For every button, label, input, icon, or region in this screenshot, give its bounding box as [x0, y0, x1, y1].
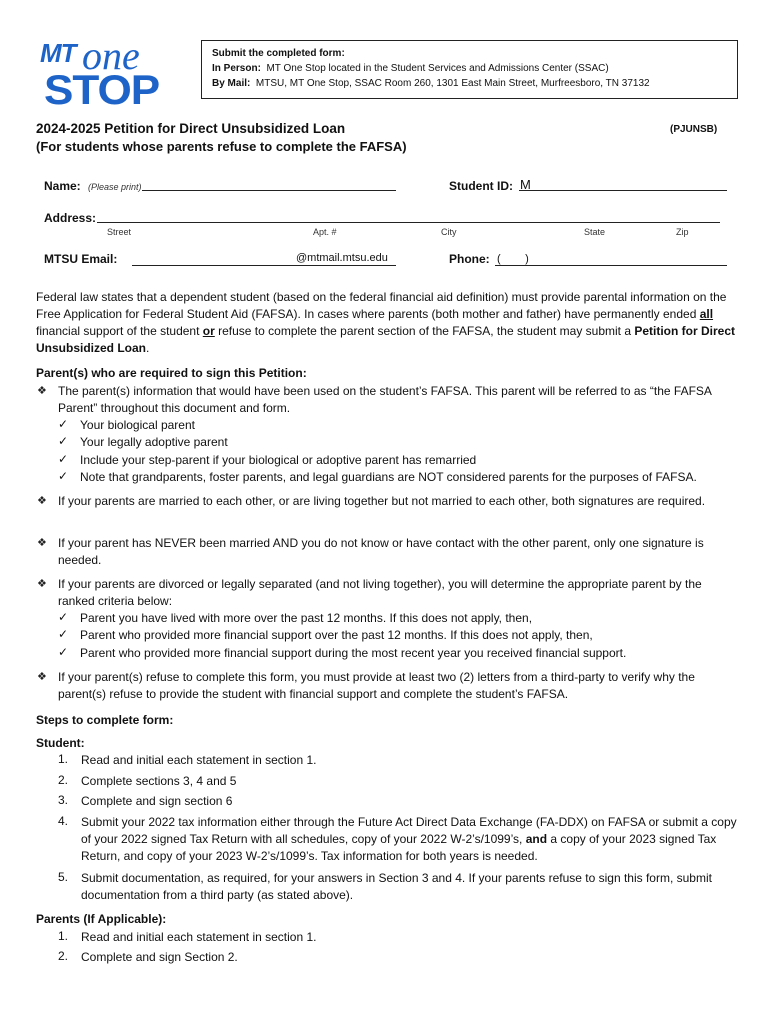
bullet-refuse: If your parent(s) refuse to complete this form, you must provide at least two (2) letters from a third-party to verify why the parent(s) refuse to provide the student with financial support and complete the student’s FAFSA. [58, 670, 695, 701]
step-number: 3. [58, 793, 69, 807]
step-number: 1. [58, 929, 69, 943]
checkmark-icon: ✓ [58, 452, 69, 466]
step-number: 5. [58, 870, 69, 884]
diamond-bullet-icon: ❖ [37, 537, 47, 549]
steps-heading: Steps to complete form: [36, 713, 174, 727]
criteria-item: Parent you have lived with more over the past 12 months. If this does not apply, then, [80, 611, 533, 625]
address-state-caption: State [584, 227, 606, 237]
name-label: Name: [44, 179, 81, 193]
student-step: Submit documentation, as required, for your answers in Section 3 and 4. If your parents refuse to sign this form, submit documentation from a third party (as stated above). [81, 871, 712, 902]
parents-required-heading: Parent(s) who are required to sign this Petition: [36, 366, 307, 380]
name-field[interactable] [142, 190, 396, 191]
checkmark-icon: ✓ [58, 645, 69, 659]
step-number: 1. [58, 752, 69, 766]
address-zip-caption: Zip [676, 227, 689, 237]
step-number: 4. [58, 814, 69, 828]
phone-label: Phone: [449, 252, 490, 266]
step-number: 2. [58, 949, 69, 963]
checkmark-icon: ✓ [58, 469, 69, 483]
address-field[interactable] [97, 222, 720, 223]
student-step: Complete and sign section 6 [81, 794, 233, 808]
diamond-bullet-icon: ❖ [37, 578, 47, 590]
check-item: Include your step-parent if your biological or adoptive parent has remarried [80, 453, 477, 467]
parent-step: Read and initial each statement in section 1. [81, 930, 317, 944]
logo-one: one [82, 33, 140, 78]
student-id-label: Student ID: [449, 179, 513, 193]
student-step: Complete sections 3, 4 and 5 [81, 774, 237, 788]
bullet-never-married: If your parent has NEVER been married AND you do not know or have contact with the other parent, only one signature is needed. [58, 536, 704, 567]
check-item: Your biological parent [80, 418, 195, 432]
bullet-divorced: If your parents are divorced or legally separated (and not living together), you will determine the appropriate parent by the ranked criteria below: [58, 577, 702, 608]
address-street-caption: Street [107, 227, 132, 237]
submit-in-person: In Person: MT One Stop located in the Student Services and Admissions Center (SSAC) [212, 63, 609, 74]
submit-instructions-box [201, 40, 738, 99]
address-apt-caption: Apt. # [313, 227, 337, 237]
submit-heading: Submit the completed form: [212, 48, 345, 59]
check-item: Your legally adoptive parent [80, 435, 228, 449]
submit-by-mail: By Mail: MTSU, MT One Stop, SSAC Room 260, 1301 East Main Street, Murfreesboro, TN 37132 [212, 78, 650, 89]
student-step: Submit your 2022 tax information either through the Future Act Direct Data Exchange (FA-DDX) on FAFSA or submit a copy of your 2022 signed Tax Return with all schedules, copy of your 2022 W-2’s/1099’s, and a copy of your 2023 signed Tax Return, and copy of your 2023 W-2’s/1099’s. Tax information for both years is needed. [81, 815, 737, 863]
student-heading: Student: [36, 736, 85, 750]
name-hint: (Please print) [88, 182, 142, 192]
checkmark-icon: ✓ [58, 627, 69, 641]
diamond-bullet-icon: ❖ [37, 495, 47, 507]
form-code: (PJUNSB) [670, 124, 718, 135]
mt-one-stop-logo [38, 33, 160, 113]
logo-mt: MT [40, 38, 76, 68]
page-subtitle: (For students whose parents refuse to complete the FAFSA) [36, 139, 407, 154]
student-id-prefix: M [520, 177, 531, 192]
bullet-married: If your parents are married to each other, or are living together but not married to each other, both signatures are required. [58, 494, 706, 508]
bullet-fafsa-parent: The parent(s) information that would have been used on the student’s FAFSA. This parent will be referred to as “the FAFSA Parent” throughout this document and form. [58, 384, 712, 415]
checkmark-icon: ✓ [58, 610, 69, 624]
diamond-bullet-icon: ❖ [37, 385, 47, 397]
check-item: Note that grandparents, foster parents, and legal guardians are NOT considered parents for the purposes of FAFSA. [80, 470, 697, 484]
phone-area-code: ( ) [497, 253, 529, 265]
criteria-item: Parent who provided more financial support during the most recent year you received financial support. [80, 646, 627, 660]
address-city-caption: City [441, 227, 457, 237]
address-label: Address: [44, 211, 97, 225]
student-id-field[interactable] [519, 190, 727, 191]
step-number: 2. [58, 773, 69, 787]
diamond-bullet-icon: ❖ [37, 671, 47, 683]
checkmark-icon: ✓ [58, 434, 69, 448]
student-step: Read and initial each statement in section 1. [81, 753, 317, 767]
parent-step: Complete and sign Section 2. [81, 950, 238, 964]
phone-field[interactable] [495, 265, 727, 266]
email-domain: @mtmail.mtsu.edu [296, 252, 388, 264]
intro-paragraph: Federal law states that a dependent student (based on the federal financial aid definition) must provide parental information on the Free Application for Federal Student Aid (FAFSA). In cases where parents (both mother and father) have permanently ended all financial support of the student or refuse to complete the parent section of the FAFSA, the student may submit a Petition for Direct Unsubsidized Loan. [36, 290, 736, 355]
checkmark-icon: ✓ [58, 417, 69, 431]
parents-applicable-heading: Parents (If Applicable): [36, 912, 167, 926]
email-label: MTSU Email: [44, 252, 118, 266]
logo-stop: STOP [44, 66, 160, 113]
criteria-item: Parent who provided more financial support over the past 12 months. If this does not apply, then, [80, 628, 593, 642]
page-title: 2024-2025 Petition for Direct Unsubsidized Loan [36, 121, 346, 136]
